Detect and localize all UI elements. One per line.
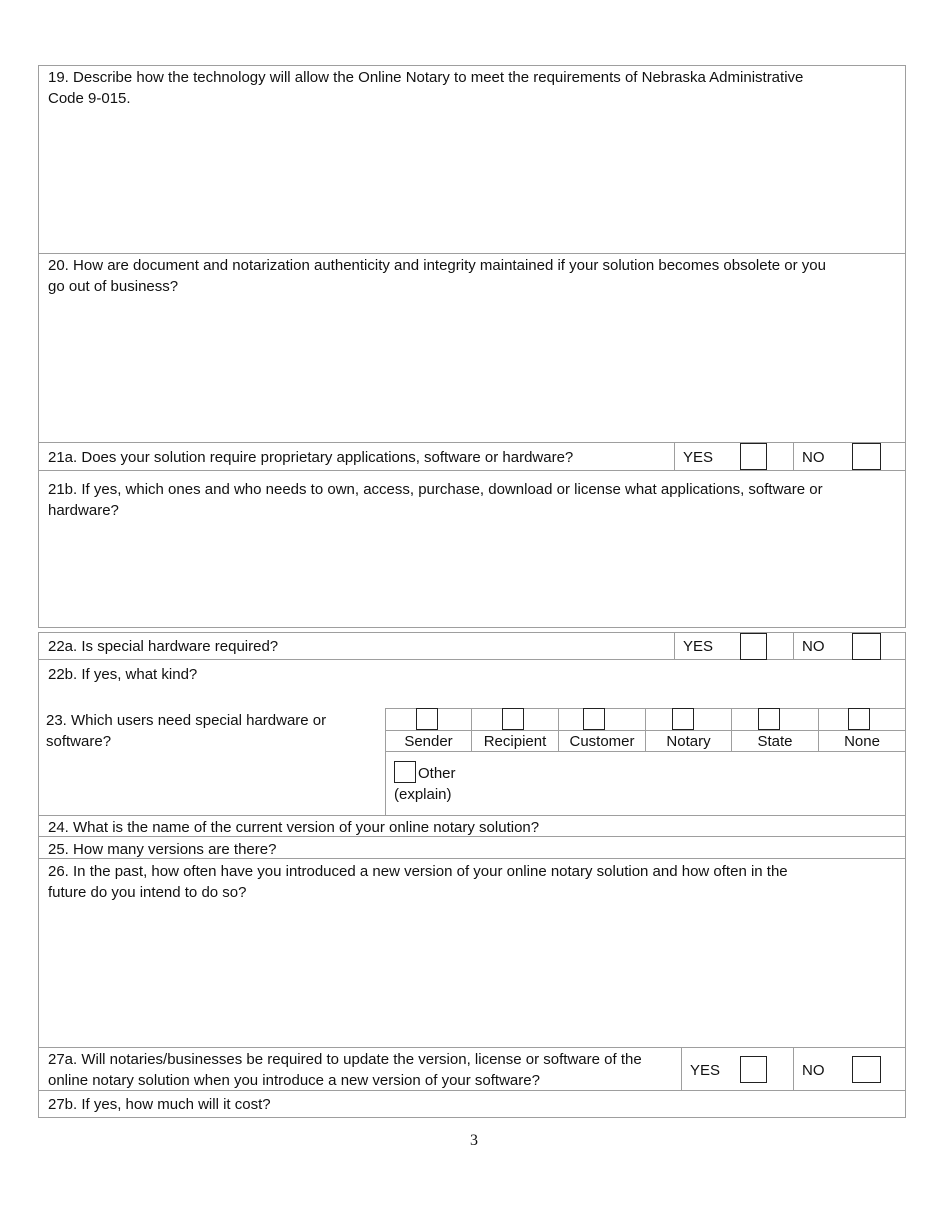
page-number: 3 xyxy=(470,1132,478,1149)
question-26-text: 26. In the past, how often have you introduced a new version of your online notary solution and how often in the xyxy=(48,863,788,880)
question-20-text: go out of business? xyxy=(48,278,179,295)
divider xyxy=(38,815,906,816)
divider xyxy=(674,632,675,660)
table2-right-border xyxy=(905,632,906,1118)
question-21b-text: 21b. If yes, which ones and who needs to own, access, purchase, download or license what applications, software or xyxy=(48,481,823,498)
no-label: NO xyxy=(802,638,825,655)
option-label-other: Other xyxy=(418,765,456,782)
option-label-customer: Customer xyxy=(569,733,635,750)
option-label-recipient: Recipient xyxy=(483,733,547,750)
table2-top-border xyxy=(38,632,906,633)
yes-label: YES xyxy=(683,449,714,466)
no-label: NO xyxy=(802,449,825,466)
question-21b-text: hardware? xyxy=(48,502,119,519)
question-22b-text: 22b. If yes, what kind? xyxy=(48,666,198,683)
table1-top-border xyxy=(38,65,906,66)
answer-area-19[interactable] xyxy=(39,112,905,252)
checkbox-23-notary[interactable] xyxy=(672,708,694,730)
divider xyxy=(385,708,386,815)
table1-bottom-border xyxy=(38,627,906,628)
answer-area-21b[interactable] xyxy=(39,524,905,626)
divider xyxy=(674,442,675,471)
checkbox-23-customer[interactable] xyxy=(583,708,605,730)
checkbox-21a-yes[interactable] xyxy=(740,443,767,470)
checkbox-21a-no[interactable] xyxy=(852,443,881,470)
question-25-text: 25. How many versions are there? xyxy=(48,841,277,858)
checkbox-23-none[interactable] xyxy=(848,708,870,730)
divider xyxy=(793,442,794,471)
option-label-sender: Sender xyxy=(404,733,453,750)
answer-area-20[interactable] xyxy=(39,300,905,441)
question-27a-text: online notary solution when you introduce a new version of your software? xyxy=(48,1072,540,1089)
question-23-text: software? xyxy=(46,733,112,750)
answer-area-26[interactable] xyxy=(39,906,905,1046)
checkbox-22a-no[interactable] xyxy=(852,633,881,660)
question-21a-text: 21a. Does your solution require proprietary applications, software or hardware? xyxy=(48,449,574,466)
option-label-none: None xyxy=(844,733,880,750)
divider xyxy=(38,253,906,254)
table1-right-border xyxy=(905,65,906,628)
table2-bottom-border xyxy=(38,1117,906,1118)
divider xyxy=(38,470,906,471)
option-label-notary: Notary xyxy=(666,733,711,750)
checkbox-23-state[interactable] xyxy=(758,708,780,730)
divider xyxy=(681,1047,682,1090)
question-22a-text: 22a. Is special hardware required? xyxy=(48,638,279,655)
question-27a-text: 27a. Will notaries/businesses be required to update the version, license or software of the xyxy=(48,1051,642,1068)
question-19-text: 19. Describe how the technology will allow the Online Notary to meet the requirements of Nebraska Administrative xyxy=(48,69,804,86)
question-26-text: future do you intend to do so? xyxy=(48,884,247,901)
checkbox-23-sender[interactable] xyxy=(416,708,438,730)
option-label-state: State xyxy=(757,733,793,750)
divider xyxy=(38,659,906,660)
question-27b-text: 27b. If yes, how much will it cost? xyxy=(48,1096,271,1113)
yes-label: YES xyxy=(683,638,714,655)
option-label-other-explain: (explain) xyxy=(394,786,452,803)
divider xyxy=(38,442,906,443)
no-label: NO xyxy=(802,1062,825,1079)
checkbox-23-recipient[interactable] xyxy=(502,708,524,730)
question-20-text: 20. How are document and notarization authenticity and integrity maintained if your solution becomes obsolete or you xyxy=(48,257,826,274)
question-24-text: 24. What is the name of the current version of your online notary solution? xyxy=(48,819,540,836)
checkbox-27a-yes[interactable] xyxy=(740,1056,767,1083)
divider xyxy=(38,1047,906,1048)
checkbox-22a-yes[interactable] xyxy=(740,633,767,660)
checkbox-27a-no[interactable] xyxy=(852,1056,881,1083)
answer-area-22b[interactable] xyxy=(200,662,900,706)
checkbox-23-other[interactable] xyxy=(394,761,416,783)
divider xyxy=(793,632,794,660)
question-19-text: Code 9-015. xyxy=(48,90,131,107)
divider xyxy=(793,1047,794,1090)
question-23-text: 23. Which users need special hardware or xyxy=(46,712,327,729)
yes-label: YES xyxy=(690,1062,721,1079)
